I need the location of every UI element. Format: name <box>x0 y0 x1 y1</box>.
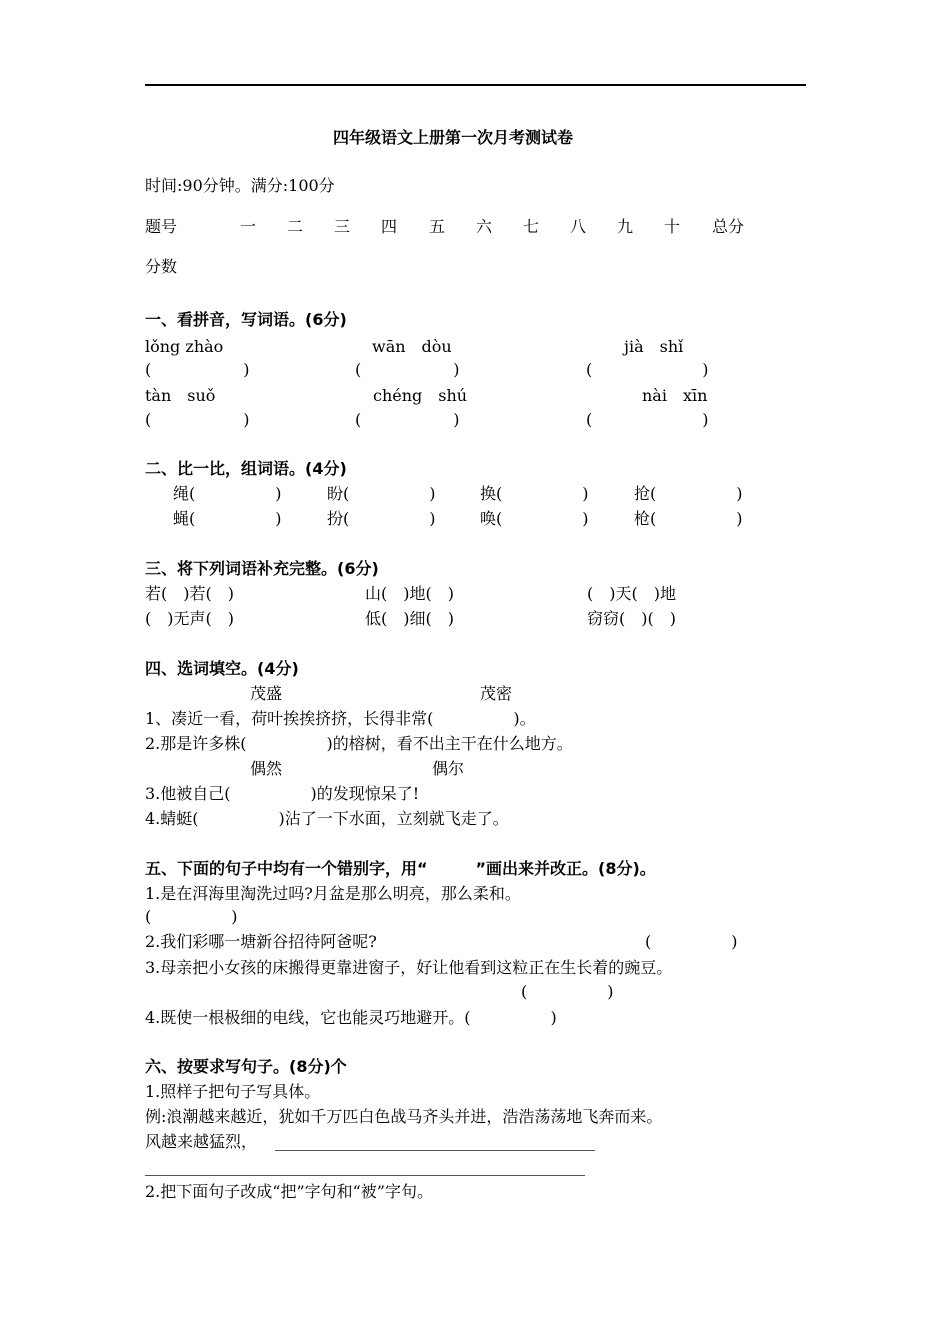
question[interactable]: 4.既使一根极细的电线，它也能灵巧地避开。( ) <box>145 1008 557 1027</box>
score-row2-label: 分数 <box>145 257 178 276</box>
word-group[interactable]: 蝇( ) <box>173 509 282 528</box>
word-group[interactable]: 枪( ) <box>634 509 743 528</box>
pinyin: nài xīn <box>642 386 708 405</box>
score-col-total: 总分 <box>712 217 745 236</box>
section6-heading: 六、按要求写句子。(8分)个 <box>145 1057 347 1076</box>
answer-blank[interactable]: ( ) <box>145 907 238 926</box>
word-choice: 茂盛 <box>250 684 283 703</box>
word-group[interactable]: 绳( ) <box>173 484 282 503</box>
score-row-label: 题号 <box>145 217 178 236</box>
pinyin: lǒng zhào <box>145 337 224 356</box>
question: 2.我们彩哪一塘新谷招待阿爸呢? <box>145 932 377 951</box>
example-sentence: 例:浪潮越来越近，犹如千万匹白色战马齐头并进，浩浩荡荡地飞奔而来。 <box>145 1107 663 1126</box>
section1-heading: 一、看拼音，写词语。(6分) <box>145 310 347 329</box>
answer-blank[interactable]: ( ) <box>645 932 738 951</box>
answer-blank[interactable]: ( ) <box>586 410 714 429</box>
word-choice: 偶然 <box>250 759 283 778</box>
question: 1.照样子把句子写具体。 <box>145 1082 321 1101</box>
score-col: 三 <box>334 217 351 236</box>
word-choice: 偶尔 <box>432 759 465 778</box>
answer-blank[interactable]: ( ) <box>355 410 462 429</box>
pinyin: jià shǐ <box>624 337 684 356</box>
score-col: 五 <box>429 217 446 236</box>
score-col: 二 <box>287 217 304 236</box>
idiom-blank[interactable]: 低( )细( ) <box>365 609 454 628</box>
write-prompt: 风越来越猛烈， <box>145 1132 258 1151</box>
score-col: 八 <box>570 217 587 236</box>
write-line[interactable] <box>275 1150 595 1151</box>
word-group[interactable]: 扮( ) <box>327 509 436 528</box>
question[interactable]: 4.蜻蜓( )沾了一下水面，立刻就飞走了。 <box>145 809 509 828</box>
question[interactable]: 2.那是许多株( )的榕树，看不出主干在什么地方。 <box>145 734 573 753</box>
answer-blank[interactable]: ( ) <box>355 360 462 379</box>
score-col: 四 <box>381 217 398 236</box>
idiom-blank[interactable]: 山( )地( ) <box>365 584 454 603</box>
word-group[interactable]: 换( ) <box>480 484 589 503</box>
score-col: 一 <box>240 217 257 236</box>
pinyin: chéng shú <box>373 386 468 405</box>
question: 3.母亲把小女孩的床搬得更靠进窗子，好让他看到这粒正在生长着的豌豆。 <box>145 958 673 977</box>
answer-blank[interactable]: ( ) <box>145 410 252 429</box>
page-title: 四年级语文上册第一次月考测试卷 <box>333 128 574 147</box>
idiom-blank[interactable]: ( )天( )地 <box>587 584 676 603</box>
word-choice: 茂密 <box>480 684 513 703</box>
question: 2.把下面句子改成“把”字句和“被”字句。 <box>145 1182 433 1201</box>
exam-meta: 时间:90分钟。满分:100分 <box>145 176 335 195</box>
idiom-blank[interactable]: 若( )若( ) <box>145 584 234 603</box>
pinyin: wān dòu <box>372 337 452 356</box>
score-col: 七 <box>523 217 540 236</box>
answer-blank[interactable]: ( ) <box>145 360 252 379</box>
score-col: 六 <box>476 217 493 236</box>
question[interactable]: 1、凑近一看，荷叶挨挨挤挤，长得非常( )。 <box>145 709 536 728</box>
section4-heading: 四、选词填空。(4分) <box>145 659 299 678</box>
word-group[interactable]: 唤( ) <box>480 509 589 528</box>
pinyin: tàn suǒ <box>145 386 216 405</box>
section2-heading: 二、比一比，组词语。(4分) <box>145 459 347 478</box>
question[interactable]: 3.他被自己( )的发现惊呆了! <box>145 784 420 803</box>
answer-blank[interactable]: ( ) <box>521 982 614 1001</box>
section3-heading: 三、将下列词语补充完整。(6分) <box>145 559 379 578</box>
section5-heading: 五、下面的句子中均有一个错别字，用“ ”画出来并改正。(8分)。 <box>145 859 656 878</box>
score-col: 十 <box>664 217 681 236</box>
score-col: 九 <box>617 217 634 236</box>
write-line[interactable] <box>145 1175 585 1176</box>
idiom-blank[interactable]: ( )无声( ) <box>145 609 234 628</box>
question: 1.是在洱海里淘洗过吗?月盆是那么明亮，那么柔和。 <box>145 884 521 903</box>
word-group[interactable]: 盼( ) <box>327 484 436 503</box>
word-group[interactable]: 抢( ) <box>634 484 743 503</box>
top-rule <box>145 84 806 86</box>
idiom-blank[interactable]: 窃窃( )( ) <box>587 609 676 628</box>
answer-blank[interactable]: ( ) <box>586 360 714 379</box>
